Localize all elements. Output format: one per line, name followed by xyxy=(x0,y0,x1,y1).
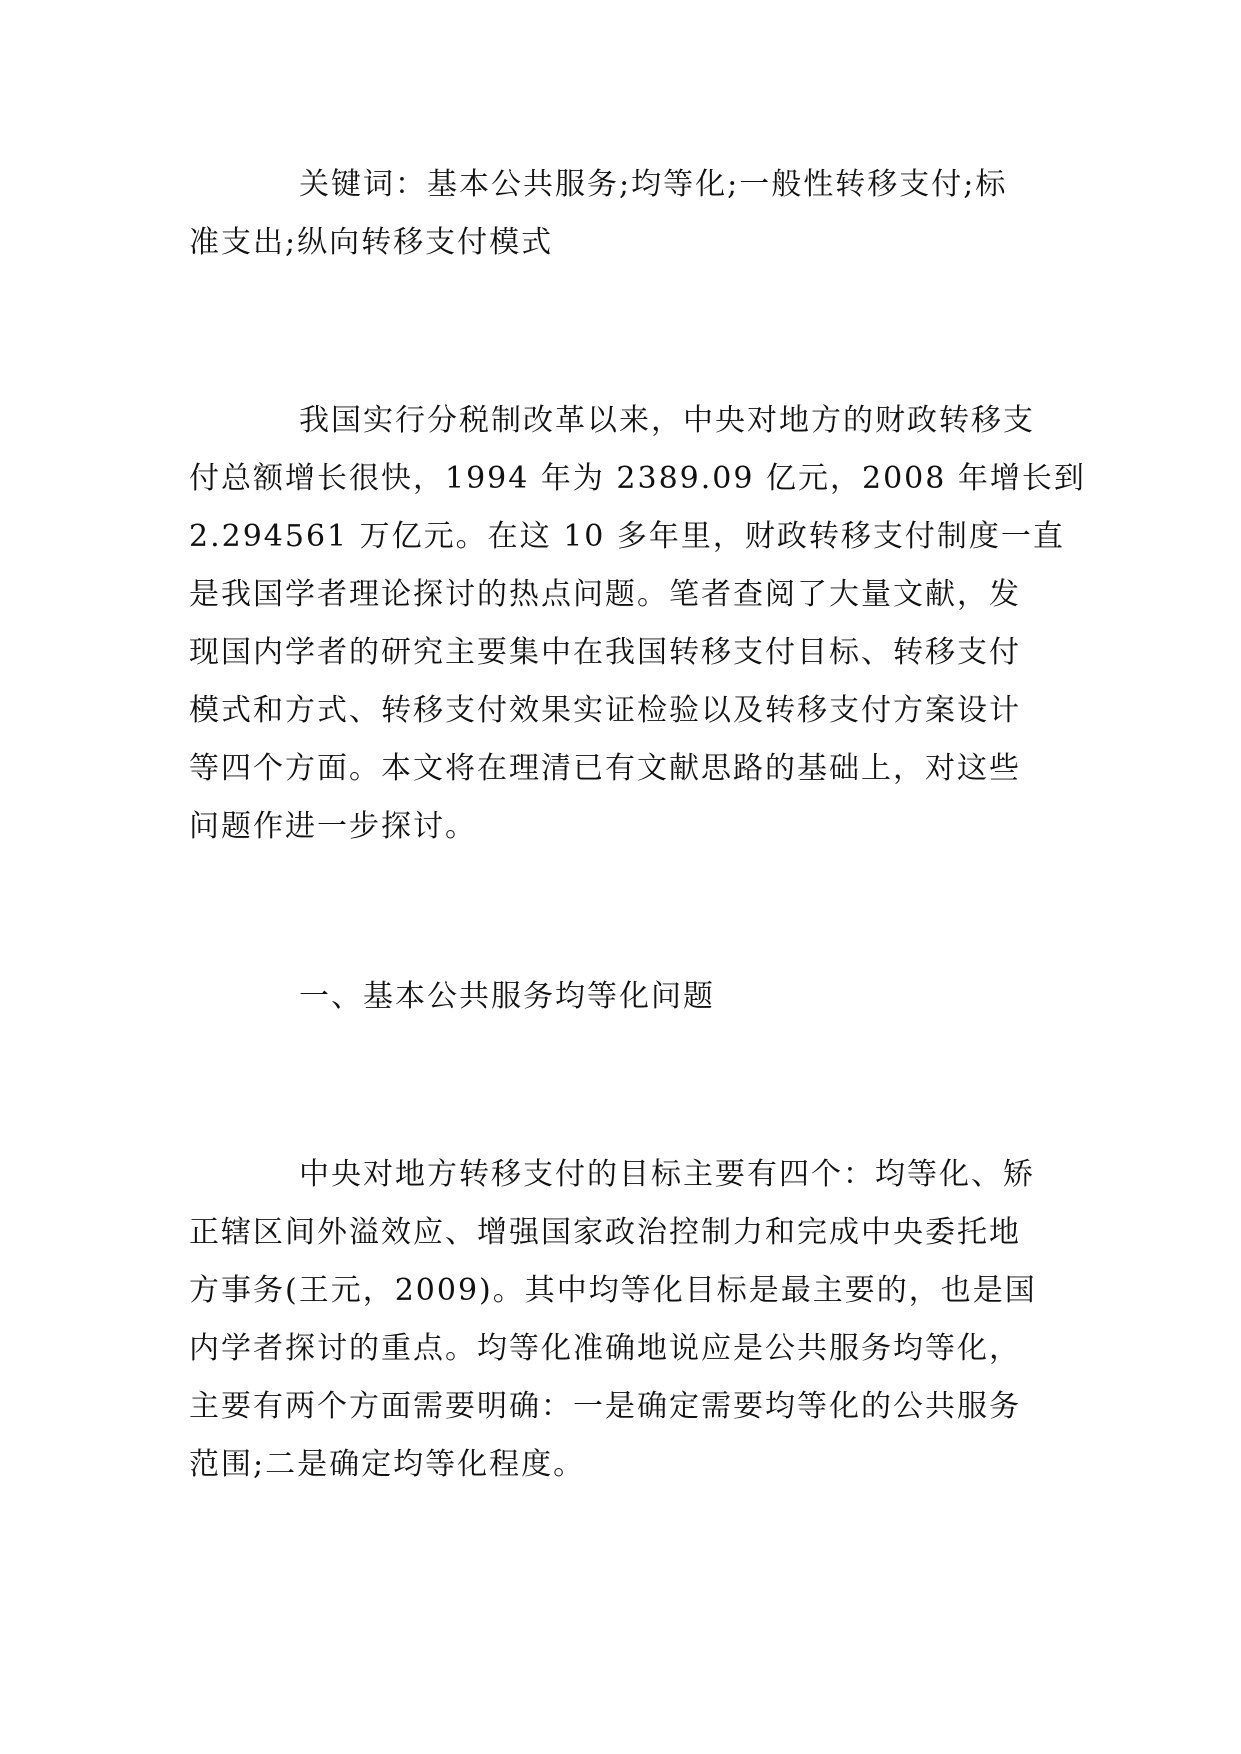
intro-paragraph xyxy=(189,392,1086,856)
objectives-line: 方事务(王元，2009)。其中均等化目标是最主要的，也是国 xyxy=(189,1273,1037,1308)
intro-line: 付总额增长很快，1994 年为 2389.09 亿元，2008 年增长到 xyxy=(189,461,1086,496)
intro-line: 问题作进一步探讨。 xyxy=(189,809,477,844)
intro-line: 是我国学者理论探讨的热点问题。笔者查阅了大量文献，发 xyxy=(189,577,1021,612)
section-heading-text: 一、基本公共服务均等化问题 xyxy=(299,979,715,1014)
objectives-line: 范围;二是确定均等化程度。 xyxy=(189,1447,586,1482)
intro-line: 2.294561 万亿元。在这 10 多年里，财政转移支付制度一直 xyxy=(189,519,1065,554)
objectives-line: 内学者探讨的重点。均等化准确地说应是公共服务均等化， xyxy=(189,1331,1021,1366)
objectives-line: 主要有两个方面需要明确：一是确定需要均等化的公共服务 xyxy=(189,1389,1021,1424)
intro-line: 我国实行分税制改革以来，中央对地方的财政转移支 xyxy=(299,403,1035,438)
objectives-paragraph xyxy=(189,1146,1049,1494)
intro-line: 等四个方面。本文将在理清已有文献思路的基础上，对这些 xyxy=(189,751,1021,786)
intro-line: 现国内学者的研究主要集中在我国转移支付目标、转移支付 xyxy=(189,635,1021,670)
objectives-line: 正辖区间外溢效应、增强国家政治控制力和完成中央委托地 xyxy=(189,1215,1021,1250)
objectives-line: 中央对地方转移支付的目标主要有四个：均等化、矫 xyxy=(299,1157,1035,1192)
intro-line: 模式和方式、转移支付效果实证检验以及转移支付方案设计 xyxy=(189,693,1021,728)
keywords-line: 准支出;纵向转移支付模式 xyxy=(189,225,554,260)
section-heading xyxy=(189,968,1049,1026)
keywords-paragraph xyxy=(189,156,1049,272)
keywords-line: 关键词：基本公共服务;均等化;一般性转移支付;标 xyxy=(299,167,1008,202)
